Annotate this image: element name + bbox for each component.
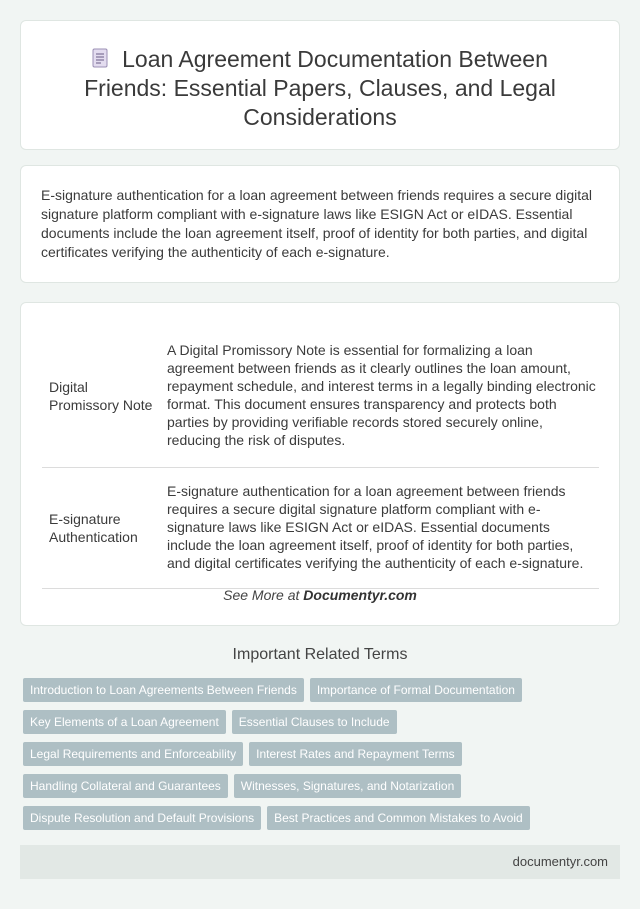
summary-text: E-signature authentication for a loan agreement between friends requires a secure digital signature platform compliant with e-signature laws like ESIGN Act or eIDAS. Essential documents include the loan agreement itself, proof of identity for both parties, and digital certificates verifying the authenticity of each e-signature. — [41, 187, 592, 260]
description-cell: A Digital Promissory Note is essential for formalizing a loan agreement between friends as it clearly outlines the loan amount, repayment schedule, and interest terms in a legally binding electronic format. This document ensures transparency and protects both parties by providing verifiable records stored securely online, reducing the risk of disputes. — [159, 326, 599, 467]
related-term-tag[interactable]: Introduction to Loan Agreements Between Friends — [23, 678, 304, 702]
term-cell: E-signature Authentication — [42, 467, 159, 588]
description-cell: E-signature authentication for a loan agreement between friends requires a secure digital signature platform compliant with e-signature laws like ESIGN Act or eIDAS. Essential documents include the loan agreement itself, proof of identity for both parties, and digital certificates verifying the authenticity of each e-signature. — [159, 467, 599, 588]
related-term-tag[interactable]: Legal Requirements and Enforceability — [23, 742, 243, 766]
page-title — [51, 45, 589, 132]
related-term-tag[interactable]: Witnesses, Signatures, and Notarization — [234, 774, 461, 798]
title-card — [20, 20, 620, 150]
page-title-text: Loan Agreement Documentation Between Friends: Essential Papers, Clauses, and Legal Considerations — [84, 46, 556, 130]
related-terms-heading: Important Related Terms — [232, 646, 408, 663]
see-more-prefix: See More at — [223, 587, 304, 603]
related-term-tag[interactable]: Handling Collateral and Guarantees — [23, 774, 228, 798]
related-term-tag[interactable]: Importance of Formal Documentation — [310, 678, 522, 702]
see-more-link[interactable] — [21, 587, 619, 603]
see-more-site: Documentyr.com — [303, 587, 417, 603]
details-table — [42, 326, 599, 589]
summary-card — [20, 165, 620, 283]
table-row — [42, 326, 599, 467]
footer — [20, 845, 620, 879]
related-term-tag[interactable]: Key Elements of a Loan Agreement — [23, 710, 226, 734]
related-term-tag[interactable]: Interest Rates and Repayment Terms — [249, 742, 462, 766]
related-term-tag[interactable]: Essential Clauses to Include — [232, 710, 397, 734]
term-cell: Digital Promissory Note — [42, 326, 159, 467]
table-row — [42, 467, 599, 588]
footer-site[interactable]: documentyr.com — [512, 854, 608, 869]
related-terms-list — [23, 678, 623, 838]
details-card — [20, 302, 620, 626]
related-term-tag[interactable]: Best Practices and Common Mistakes to Avoid — [267, 806, 530, 830]
document-icon — [92, 46, 108, 66]
related-term-tag[interactable]: Dispute Resolution and Default Provisions — [23, 806, 261, 830]
